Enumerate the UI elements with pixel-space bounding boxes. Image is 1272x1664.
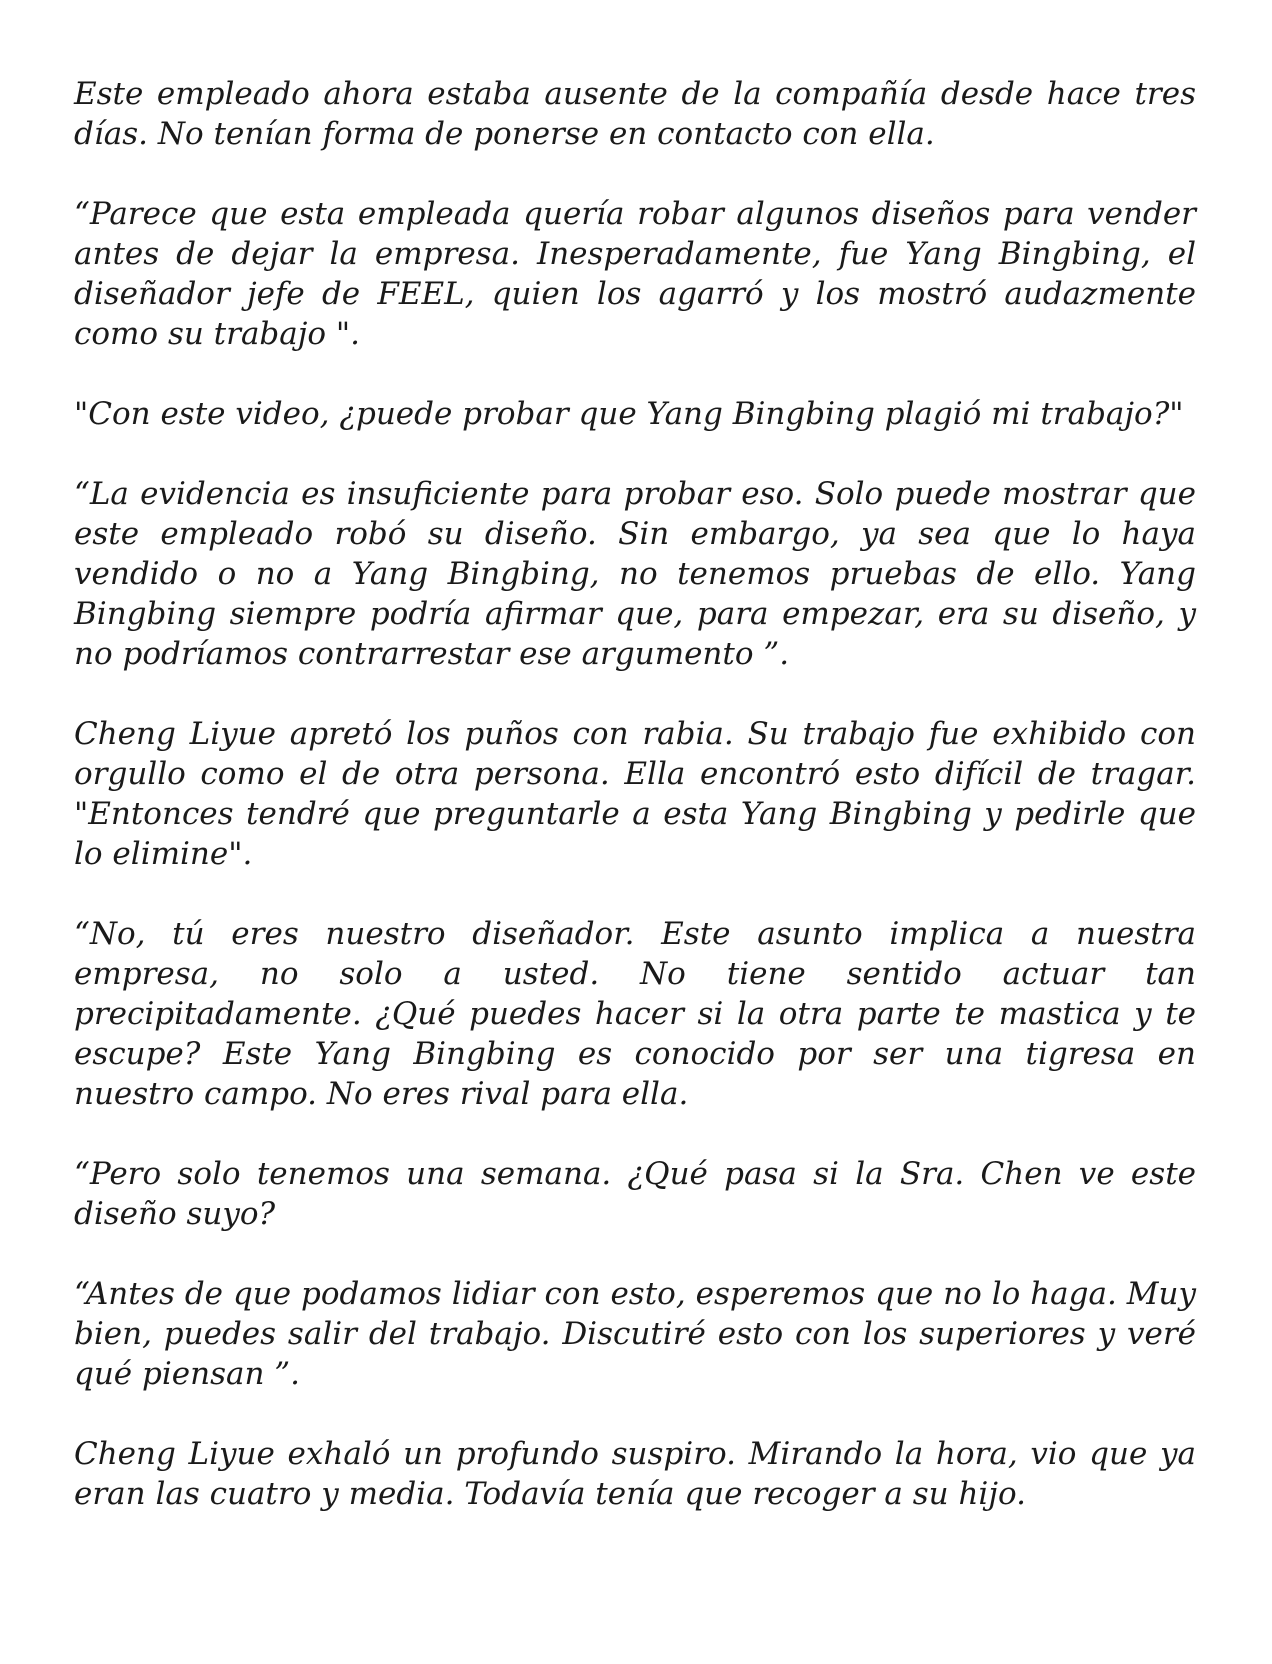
paragraph-7: “Pero solo tenemos una semana. ¿Qué pasa si la Sra. Chen ve este diseño suyo?	[74, 1156, 1196, 1232]
paragraph-2: “Parece que esta empleada quería robar algunos diseños para vender antes de dejar la empresa. Inesperadamente, fue Yang Bingbing, el diseñador jefe de FEEL, quien los agarró y los mostró audazmente como su trabajo ".	[74, 196, 1196, 352]
paragraph-5: Cheng Liyue apretó los puños con rabia. Su trabajo fue exhibido con orgullo como el de otra persona. Ella encontró esto difícil de tragar. "Entonces tendré que preguntarle a esta Yang Bingbing y pedirle que lo elimine".	[74, 716, 1196, 872]
paragraph-8: “Antes de que podamos lidiar con esto, esperemos que no lo haga. Muy bien, puedes salir del trabajo. Discutiré esto con los superiores y veré qué piensan ”.	[74, 1276, 1196, 1392]
paragraph-3: "Con este video, ¿puede probar que Yang Bingbing plagió mi trabajo?"	[74, 396, 1184, 432]
paragraph-4: “La evidencia es insuficiente para probar eso. Solo puede mostrar que este empleado robó su diseño. Sin embargo, ya sea que lo haya vendido o no a Yang Bingbing, no tenemos pruebas de ello. Yang Bingbing siempre podría afirmar que, para empezar, era su diseño, y no podríamos contrarrestar ese argumento ”.	[74, 476, 1196, 672]
paragraph-1: Este empleado ahora estaba ausente de la compañía desde hace tres días. No tenían forma de ponerse en contacto con ella.	[74, 76, 1196, 152]
paragraph-9: Cheng Liyue exhaló un profundo suspiro. Mirando la hora, vio que ya eran las cuatro y media. Todavía tenía que recoger a su hijo.	[74, 1436, 1196, 1512]
paragraph-6: “No, tú eres nuestro diseñador. Este asunto implica a nuestra empresa, no solo a usted. No tiene sentido actuar tan precipitadamente. ¿Qué puedes hacer si la otra parte te mastica y te escupe? Este Yang Bingbing es conocido por ser una tigresa en nuestro campo. No eres rival para ella.	[74, 916, 1196, 1112]
